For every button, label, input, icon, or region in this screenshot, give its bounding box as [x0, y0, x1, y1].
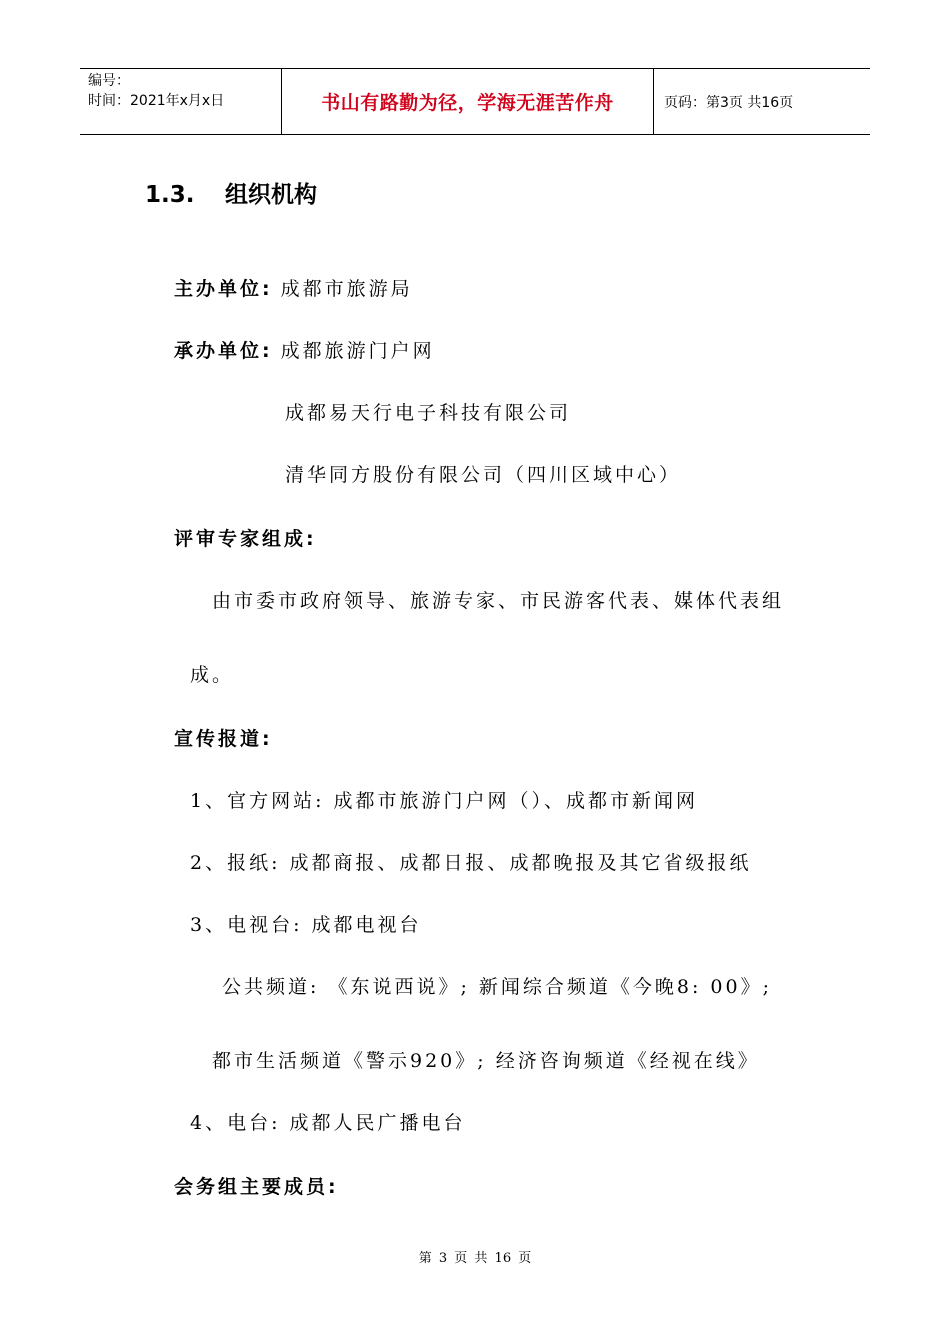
experts-text-line1: 由市委市政府领导、旅游专家、市民游客代表、媒体代表组: [212, 590, 785, 612]
experts-label: 评审专家组成:: [174, 528, 317, 550]
header-motto-cell: [281, 69, 654, 134]
staff-label: 会务组主要成员:: [174, 1176, 339, 1198]
co-organizer-row: [174, 336, 435, 363]
section-heading: [145, 176, 317, 209]
publicity-label: 宣传报道:: [174, 728, 273, 750]
header-meta: [80, 69, 281, 134]
page-header: [80, 68, 870, 135]
publicity-item-tv-channels-1: 公共频道: 《东说西说》; 新闻综合频道《今晚8: 00》;: [222, 976, 772, 998]
page-footer: 第 3 页 共 16 页: [418, 1251, 532, 1266]
publicity-item-tv: 3、电视台: 成都电视台: [190, 914, 422, 936]
publicity-item-tv-channels-2: 都市生活频道《警示920》; 经济咨询频道《经视在线》: [212, 1050, 760, 1072]
publicity-item-website: 1、官方网站: 成都市旅游门户网（）、成都市新闻网: [190, 790, 699, 812]
co-organizer-label: 承办单位:: [174, 340, 273, 362]
number-label: 编号：: [88, 73, 130, 89]
organizer-value: 成都市旅游局: [280, 278, 413, 300]
section-number: 1.3.: [145, 182, 195, 208]
organizer-row: [174, 274, 413, 301]
header-page-info: 页码：第3页 共16页: [664, 94, 794, 111]
publicity-item-radio: 4、电台: 成都人民广播电台: [190, 1112, 466, 1134]
time-label: 时间：2021年x月x日: [88, 93, 225, 109]
header-motto: 书山有路勤为径，学海无涯苦作舟: [321, 92, 614, 114]
co-organizer-value-1: 成都旅游门户网: [280, 340, 435, 362]
publicity-item-newspaper: 2、报纸: 成都商报、成都日报、成都晚报及其它省级报纸: [190, 852, 752, 874]
experts-text-line2: 成。: [190, 664, 235, 686]
organizer-label: 主办单位:: [174, 278, 273, 300]
co-organizer-value-2: 成都易天行电子科技有限公司: [285, 402, 572, 424]
section-title: 组织机构: [225, 182, 317, 208]
co-organizer-value-3: 清华同方股份有限公司（四川区域中心）: [285, 464, 682, 486]
